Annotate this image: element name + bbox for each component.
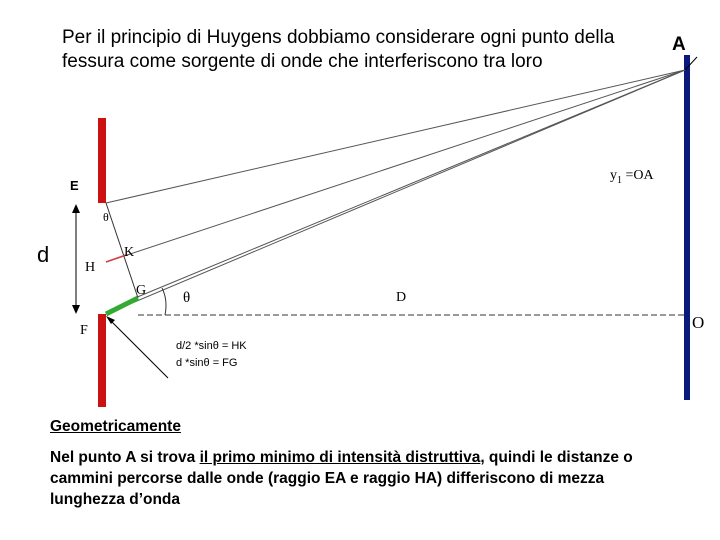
label-O: O bbox=[692, 313, 705, 332]
explanation-part-2: , quindi le distanze o cammini percorse dalle onde (raggio EA e raggio HA) differiscono di mezza lunghezza d’onda bbox=[50, 449, 633, 508]
explanation-paragraph bbox=[50, 447, 670, 510]
explanation-heading: Geometricamente bbox=[50, 418, 181, 435]
label-d: d bbox=[37, 242, 50, 267]
theta-arc bbox=[162, 288, 166, 315]
explanation-underlined: il primo minimo di intensità distruttiva bbox=[199, 449, 481, 466]
slit-barrier-bottom bbox=[98, 314, 106, 407]
pointer-arrow-F bbox=[108, 318, 168, 378]
ray-G-A bbox=[135, 70, 685, 298]
segment-FG bbox=[106, 298, 138, 314]
label-y1-main: y bbox=[610, 168, 617, 183]
formula-line-1: d/2 *sinθ = HK bbox=[176, 340, 247, 352]
explanation-part-1: Nel punto A si trova bbox=[50, 449, 200, 466]
label-F: F bbox=[80, 323, 88, 338]
label-y1-sub: 1 bbox=[617, 175, 622, 186]
ray-F-A bbox=[106, 70, 685, 314]
formula-line-2: d *sinθ = FG bbox=[176, 357, 238, 369]
explanation-block bbox=[50, 416, 670, 510]
pointer-arrow-head bbox=[106, 316, 115, 324]
screen bbox=[684, 55, 690, 400]
d-arrow-head-top bbox=[72, 204, 80, 213]
label-K: K bbox=[124, 245, 135, 260]
label-A: A bbox=[672, 34, 686, 55]
label-theta: θ bbox=[183, 290, 191, 306]
label-theta-small: θ bbox=[103, 210, 109, 224]
label-y1-rest: =OA bbox=[622, 168, 654, 183]
label-E: E bbox=[70, 178, 79, 193]
segment-HK bbox=[106, 255, 126, 262]
slit-barrier-top bbox=[98, 118, 106, 203]
label-D: D bbox=[396, 290, 407, 305]
title-text: Per il principio di Huygens dobbiamo considerare ogni punto della fessura come sorgente di onde che interferiscono tra loro bbox=[62, 27, 615, 72]
label-G: G bbox=[136, 283, 147, 298]
d-arrow-head-bottom bbox=[72, 305, 80, 314]
ray-H-A bbox=[106, 70, 685, 262]
label-y1 bbox=[610, 168, 655, 186]
label-H: H bbox=[85, 260, 96, 275]
ray-E-A bbox=[106, 70, 685, 203]
